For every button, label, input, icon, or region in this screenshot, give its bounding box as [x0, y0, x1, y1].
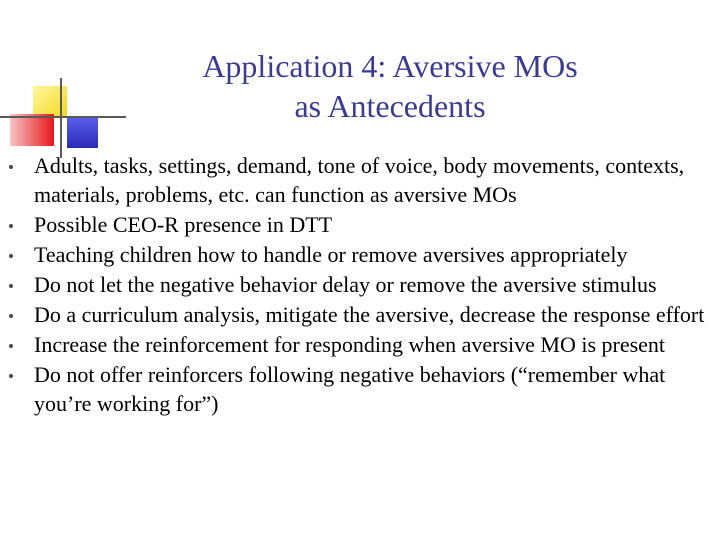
bullet-text: Possible CEO-R presence in DTT	[34, 212, 333, 237]
bullet-text: Teaching children how to handle or remove aversives appropriately	[34, 242, 628, 267]
bullet-item	[0, 360, 720, 418]
bullet-item	[0, 240, 720, 269]
bullet-icon	[9, 344, 13, 348]
bullet-icon	[9, 314, 13, 318]
title-line-2: as Antecedents	[294, 88, 486, 124]
bullet-icon	[9, 284, 13, 288]
bullet-item	[0, 300, 720, 329]
bullet-text: Do a curriculum analysis, mitigate the aversive, decrease the response effort	[34, 302, 705, 327]
bullet-icon	[9, 374, 13, 378]
bullet-item	[0, 330, 720, 359]
bullet-item	[0, 151, 720, 209]
title-line-1: Application 4: Aversive MOs	[202, 48, 578, 84]
bullet-text: Do not let the negative behavior delay or remove the aversive stimulus	[34, 272, 657, 297]
bullet-icon	[9, 224, 13, 228]
bullet-icon	[9, 165, 13, 169]
bullet-icon	[9, 254, 13, 258]
bullet-text: Adults, tasks, settings, demand, tone of voice, body movements, contexts, materials, problems, etc. can function as aversive MOs	[34, 153, 685, 207]
blue-square	[67, 116, 98, 148]
slide-title	[130, 46, 650, 126]
bullet-item	[0, 270, 720, 299]
bullet-text: Increase the reinforcement for responding when aversive MO is present	[34, 332, 666, 357]
bullet-text: Do not offer reinforcers following negative behaviors (“remember what you’re working for”)	[34, 362, 666, 416]
red-square	[10, 114, 54, 146]
decorative-squares-graphic	[0, 0, 130, 160]
bullet-list	[0, 151, 720, 419]
bullet-item	[0, 210, 720, 239]
